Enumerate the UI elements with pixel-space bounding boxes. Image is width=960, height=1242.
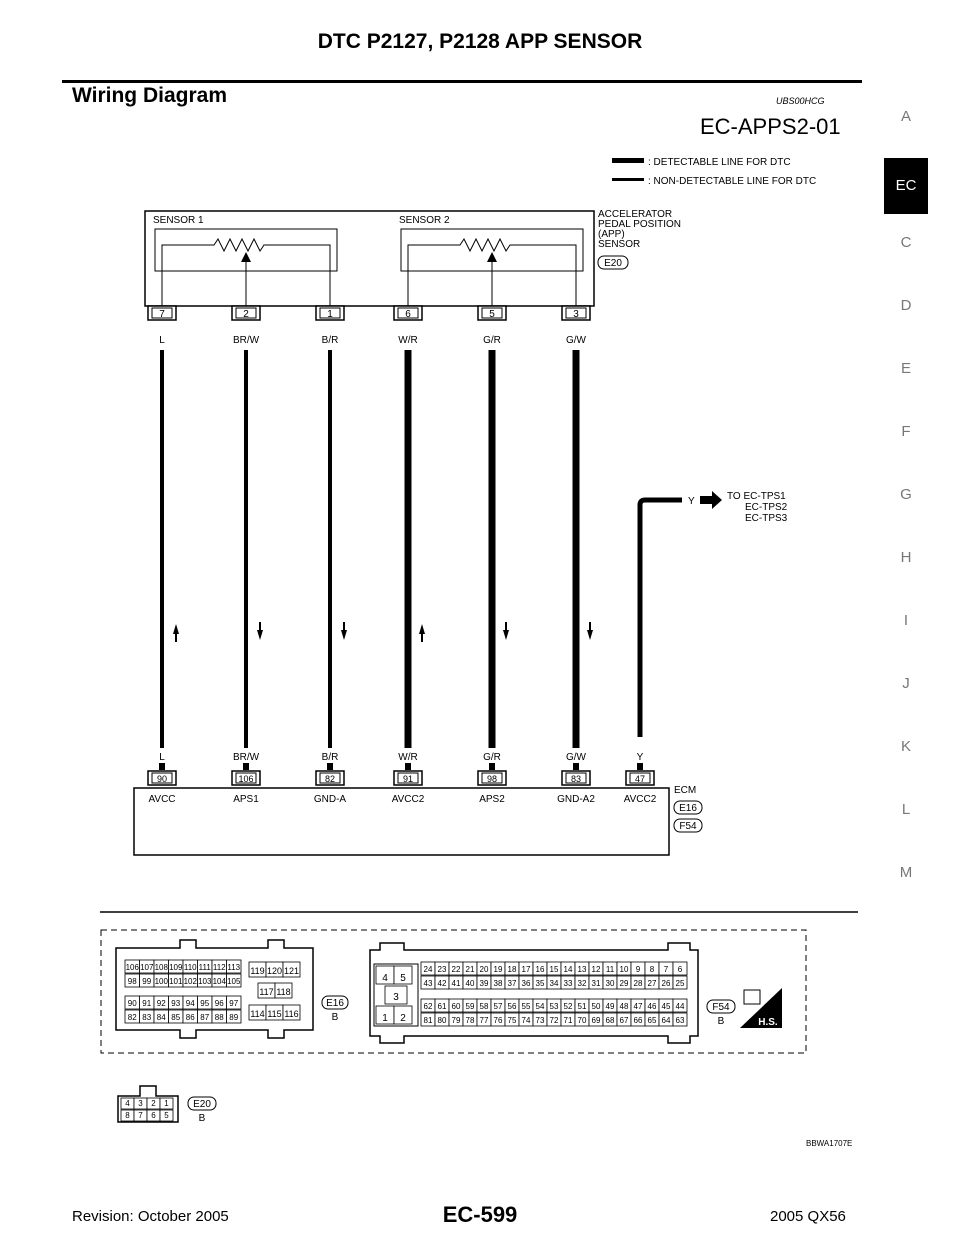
- f54-pin-cell-number: 57: [493, 1002, 503, 1011]
- f54-pin-cell-number: 23: [437, 965, 447, 974]
- e16-pin-cell-number: 96: [214, 999, 224, 1008]
- e16-pin-cell-number: 89: [229, 1013, 239, 1022]
- sensor2-label: SENSOR 2: [399, 215, 450, 226]
- sensor-wire-color: B/R: [321, 335, 339, 346]
- f54-pin-cell-number: 45: [661, 1002, 671, 1011]
- sensor-name-line: ACCELERATOR: [598, 209, 673, 220]
- ecm-pin-number: 83: [570, 774, 582, 784]
- ecm-wire-end: [243, 763, 249, 770]
- sensor-name-line: SENSOR: [598, 239, 641, 250]
- f54-pin-cell-number: 59: [465, 1002, 475, 1011]
- hs-connector-icon: [744, 990, 760, 1004]
- sensor-wire-color: BR/W: [232, 335, 260, 346]
- e20-pin-cell-number: 1: [164, 1099, 169, 1108]
- branch-arrow-icon: [700, 491, 722, 509]
- f54-pin-cell-number: 50: [591, 1002, 601, 1011]
- f54-pin-cell-number: 36: [521, 979, 531, 988]
- signal-arrow-up: [419, 624, 425, 642]
- f54-pin-cell-number: 4: [382, 973, 388, 984]
- sensor-pin-number: 2: [243, 309, 249, 320]
- e20-view-label: E20: [193, 1099, 211, 1110]
- e16-pin-cell-number: 91: [142, 999, 152, 1008]
- e16-pin-cell-number: 119: [250, 966, 265, 976]
- f54-pin-cell-number: 41: [451, 979, 461, 988]
- sensor-pin-5: [478, 306, 509, 737]
- e20-pin-cell-number: 3: [138, 1099, 143, 1108]
- f54-pin-cell-number: 44: [675, 1002, 685, 1011]
- f54-pin-cell-number: 81: [423, 1016, 433, 1025]
- f54-pin-cell-number: 10: [619, 965, 629, 974]
- branch-to-line: TO EC-TPS1: [727, 491, 786, 502]
- ecm-pin-90: [148, 752, 176, 805]
- f54-pin-cell-number: 37: [507, 979, 517, 988]
- ecm-wire-end: [159, 763, 165, 770]
- ecm-signal-name: AVCC2: [391, 794, 425, 805]
- ecm-wire-color: BR/W: [232, 752, 260, 763]
- f54-view-color: B: [717, 1016, 725, 1027]
- sensor1-wiper-arrow: [241, 252, 251, 262]
- section-tab-h[interactable]: H: [900, 549, 912, 566]
- sensor-pin-number: 7: [159, 309, 165, 320]
- legend-non-detectable-line: [612, 178, 644, 181]
- e16-pin-cell-number: 98: [127, 977, 137, 986]
- ecm-pin-number: 106: [238, 774, 254, 784]
- section-title: Wiring Diagram: [72, 84, 227, 107]
- e16-pin-cell-number: 115: [267, 1009, 282, 1019]
- sensor-pin-number: 6: [405, 309, 411, 320]
- f54-pin-cell-number: 15: [549, 965, 559, 974]
- diagram-id: EC-APPS2-01: [700, 114, 841, 139]
- f54-pin-cell-number: 29: [619, 979, 629, 988]
- f54-connector-outline: [370, 943, 698, 1043]
- ecm-wire-end: [573, 763, 579, 770]
- section-code: UBS00HCG: [776, 96, 825, 106]
- f54-pin-cell-number: 77: [479, 1016, 489, 1025]
- ecm-wire-color: B/R: [321, 752, 339, 763]
- f54-pin-cell-number: 26: [661, 979, 671, 988]
- f54-pin-cell-number: 5: [400, 973, 406, 984]
- f54-pin-cell-number: 53: [549, 1002, 559, 1011]
- e16-pin-cell-number: 93: [171, 999, 181, 1008]
- e16-pin-cell-number: 82: [127, 1013, 137, 1022]
- e16-pin-cell-number: 113: [227, 963, 241, 972]
- sensor-pin-number: 5: [489, 309, 495, 320]
- ecm-pin-number: 91: [402, 774, 414, 784]
- ecm-pin-82: [314, 752, 347, 805]
- section-tab-d[interactable]: D: [900, 297, 912, 314]
- signal-arrow-down: [257, 622, 263, 640]
- e20-pin-cell-number: 4: [125, 1099, 130, 1108]
- section-tab-i[interactable]: I: [903, 612, 909, 629]
- f54-pin-cell-number: 71: [563, 1016, 573, 1025]
- f54-pin-cell-number: 70: [577, 1016, 587, 1025]
- f54-pin-cell-number: 56: [507, 1002, 517, 1011]
- ecm-connector-f54: F54: [679, 821, 697, 832]
- sensor-name-line: (APP): [598, 229, 625, 240]
- e16-pin-cell-number: 87: [200, 1013, 210, 1022]
- sensor-pin-number: 3: [573, 309, 579, 320]
- ecm-wire-end: [489, 763, 495, 770]
- ecm-wire-color: L: [159, 752, 165, 763]
- e16-pin-cell-number: 109: [169, 963, 183, 972]
- f54-pin-cell-number: 43: [423, 979, 433, 988]
- e16-pin-cell-number: 85: [171, 1013, 181, 1022]
- ecm-signal-name: APS1: [233, 794, 259, 805]
- f54-pin-cell-number: 2: [400, 1013, 406, 1024]
- section-tab-j[interactable]: J: [902, 675, 910, 692]
- e16-pin-cell-number: 99: [142, 977, 152, 986]
- section-tab-f[interactable]: F: [901, 423, 911, 440]
- e16-pin-cell-number: 90: [127, 999, 137, 1008]
- f54-pin-cell-number: 47: [633, 1002, 643, 1011]
- f54-pin-cell-number: 40: [465, 979, 475, 988]
- e16-pin-cell-number: 92: [156, 999, 166, 1008]
- e16-pin-cell-number: 84: [156, 1013, 166, 1022]
- f54-pin-cell-number: 46: [647, 1002, 657, 1011]
- f54-pin-cell-number: 31: [591, 979, 601, 988]
- ecm-wire-end: [637, 763, 643, 770]
- f54-pin-cell-number: 69: [591, 1016, 601, 1025]
- f54-pin-cell-number: 60: [451, 1002, 461, 1011]
- f54-pin-cell-number: 74: [521, 1016, 531, 1025]
- ecm-connector-e16: E16: [679, 803, 697, 814]
- f54-pin-cell-number: 52: [563, 1002, 573, 1011]
- sensor-wire-color: G/W: [566, 335, 586, 346]
- sensor-pin-2: [232, 306, 263, 737]
- f54-pin-cell-number: 13: [577, 965, 587, 974]
- ecm-signal-name: APS2: [479, 794, 505, 805]
- f54-pin-cell-number: 79: [451, 1016, 461, 1025]
- f54-pin-cell-number: 27: [647, 979, 657, 988]
- e20-view-color: B: [198, 1113, 206, 1124]
- f54-pin-cell-number: 6: [677, 965, 683, 974]
- section-tab-e[interactable]: E: [900, 360, 911, 377]
- section-tab-a[interactable]: A: [900, 108, 911, 125]
- e16-pin-cell-number: 112: [212, 963, 226, 972]
- section-tab-g[interactable]: G: [900, 486, 912, 503]
- e16-view-color: B: [331, 1012, 339, 1023]
- signal-arrow-down: [587, 622, 593, 640]
- f54-pin-cell-number: 55: [521, 1002, 531, 1011]
- f54-pin-cell-number: 62: [423, 1002, 433, 1011]
- sensor2-wiper-arrow: [487, 252, 497, 262]
- f54-pin-cell-number: 28: [633, 979, 643, 988]
- sensor-pin-6: [394, 306, 425, 737]
- f54-pin-cell-number: 73: [535, 1016, 545, 1025]
- f54-pin-cell-number: 3: [393, 992, 399, 1003]
- f54-pin-cell-number: 51: [577, 1002, 587, 1011]
- e16-pin-cell-number: 88: [214, 1013, 224, 1022]
- f54-pin-cell-number: 78: [465, 1016, 475, 1025]
- f54-pin-cell-number: 1: [382, 1013, 388, 1024]
- f54-pin-cell-number: 38: [493, 979, 503, 988]
- sensor1-label: SENSOR 1: [153, 215, 204, 226]
- sensor-wire-color: G/R: [483, 335, 501, 346]
- f54-pin-cell-number: 61: [437, 1002, 447, 1011]
- signal-arrow-down: [341, 622, 347, 640]
- branch-to-line: EC-TPS2: [745, 502, 788, 513]
- e16-pin-cell-number: 111: [198, 963, 211, 972]
- ecm-pin-number: 82: [324, 774, 336, 784]
- f54-pin-cell-number: 22: [451, 965, 461, 974]
- e16-pin-cell-number: 86: [185, 1013, 195, 1022]
- f54-pin-cell-number: 12: [591, 965, 601, 974]
- f54-pin-cell-number: 30: [605, 979, 615, 988]
- f54-view-label: F54: [712, 1002, 730, 1013]
- e16-pin-cell-number: 116: [284, 1009, 299, 1019]
- f54-pin-cell-number: 21: [465, 965, 475, 974]
- f54-pin-cell-number: 34: [549, 979, 559, 988]
- e16-view-label: E16: [326, 998, 344, 1009]
- f54-pin-cell-number: 35: [535, 979, 545, 988]
- f54-pin-cell-number: 32: [577, 979, 587, 988]
- ecm-pin-83: [557, 752, 595, 805]
- e20-pin-cell-number: 6: [151, 1111, 156, 1120]
- ecm-wire-color: W/R: [398, 752, 418, 763]
- e16-pin-cell-number: 106: [125, 963, 139, 972]
- sensor-pin-number: 1: [327, 309, 333, 320]
- f54-pin-cell-number: 67: [619, 1016, 629, 1025]
- legend-non-detectable-text: : NON-DETECTABLE LINE FOR DTC: [648, 176, 817, 187]
- f54-pin-cell-number: 54: [535, 1002, 545, 1011]
- e16-pin-cell-number: 118: [276, 987, 291, 997]
- ecm-wire-end: [327, 763, 333, 770]
- wire-y-branch: [640, 500, 682, 737]
- f54-pin-cell-number: 16: [535, 965, 545, 974]
- ecm-wire-color: G/R: [483, 752, 501, 763]
- sensor-name-line: PEDAL POSITION: [598, 219, 681, 230]
- ecm-pin-91: [392, 752, 425, 805]
- f54-pin-cell-number: 42: [437, 979, 447, 988]
- f54-pin-cell-number: 63: [675, 1016, 685, 1025]
- sensor-pin-3: [562, 306, 593, 737]
- f54-pin-cell-number: 24: [423, 965, 433, 974]
- sensor-wire-color: L: [159, 335, 165, 346]
- f54-pin-cell-number: 18: [507, 965, 517, 974]
- f54-pin-cell-number: 72: [549, 1016, 559, 1025]
- e16-pin-cell-number: 83: [142, 1013, 152, 1022]
- e16-pin-cell-number: 105: [227, 977, 241, 986]
- ecm-wire-color: Y: [636, 752, 644, 763]
- e16-pin-cell-number: 101: [169, 977, 183, 986]
- e16-pin-cell-number: 120: [266, 966, 283, 976]
- sensor-pin-7: [148, 306, 179, 737]
- e16-pin-cell-number: 100: [154, 977, 168, 986]
- ecm-pin-number: 47: [634, 774, 646, 784]
- e16-pin-cell-number: 94: [185, 999, 195, 1008]
- e20-pin-cell-number: 2: [151, 1099, 156, 1108]
- f54-pin-cell-number: 68: [605, 1016, 615, 1025]
- e16-pin-cell-number: 97: [229, 999, 239, 1008]
- section-tab-c[interactable]: C: [900, 234, 912, 251]
- f54-pin-cell-number: 75: [507, 1016, 517, 1025]
- footer-revision: Revision: October 2005: [72, 1208, 229, 1225]
- image-code: BBWA1707E: [806, 1139, 853, 1148]
- e20-pin-cell-number: 5: [164, 1111, 169, 1120]
- ecm-pin-47: [624, 752, 657, 805]
- hs-label: H.S.: [758, 1017, 778, 1028]
- ecm-signal-name: GND-A: [313, 794, 347, 805]
- section-tab-ec[interactable]: EC: [884, 158, 928, 214]
- f54-pin-cell-number: 80: [437, 1016, 447, 1025]
- footer-page-number: EC-599: [442, 1202, 518, 1227]
- signal-arrow-down: [503, 622, 509, 640]
- f54-pin-cell-number: 76: [493, 1016, 503, 1025]
- branch-to-line: EC-TPS3: [745, 513, 788, 524]
- f54-pin-cell-number: 11: [605, 965, 615, 974]
- sensor-wire-color: W/R: [398, 335, 418, 346]
- f54-pin-cell-number: 48: [619, 1002, 629, 1011]
- ecm-signal-name: AVCC2: [623, 794, 657, 805]
- section-tab-k[interactable]: K: [900, 738, 911, 755]
- e20-pin-cell-number: 7: [138, 1111, 143, 1120]
- sensor-connector-label: E20: [604, 258, 622, 269]
- f54-pin-cell-number: 9: [635, 965, 641, 974]
- e20-pin-cell-number: 8: [125, 1111, 130, 1120]
- f54-pin-cell-number: 19: [493, 965, 503, 974]
- f54-pin-cell-number: 17: [521, 965, 531, 974]
- e16-pin-cell-number: 114: [250, 1009, 265, 1019]
- ecm-pin-106: [232, 752, 260, 805]
- section-tab-l[interactable]: L: [901, 801, 911, 818]
- ecm-name: ECM: [674, 785, 697, 796]
- f54-pin-cell-number: 8: [649, 965, 655, 974]
- e16-pin-cell-number: 117: [259, 987, 274, 997]
- f54-pin-cell-number: 66: [633, 1016, 643, 1025]
- f54-pin-cell-number: 25: [675, 979, 685, 988]
- ecm-pin-number: 90: [156, 774, 168, 784]
- legend-detectable-text: : DETECTABLE LINE FOR DTC: [648, 157, 791, 168]
- ecm-signal-name: AVCC: [148, 794, 176, 805]
- e16-pin-cell-number: 95: [200, 999, 210, 1008]
- signal-arrow-up: [173, 624, 179, 642]
- f54-pin-cell-number: 49: [605, 1002, 615, 1011]
- e16-pin-cell-number: 110: [183, 963, 197, 972]
- footer-model: 2005 QX56: [770, 1208, 846, 1225]
- ecm-wire-end: [405, 763, 411, 770]
- e16-pin-cell-number: 121: [283, 966, 300, 976]
- app-sensor-housing: [145, 211, 594, 306]
- f54-pin-cell-number: 33: [563, 979, 573, 988]
- f54-pin-cell-number: 65: [647, 1016, 657, 1025]
- ecm-pin-98: [478, 752, 506, 805]
- ecm-wire-color: G/W: [566, 752, 586, 763]
- e16-pin-cell-number: 108: [154, 963, 168, 972]
- legend-detectable-line: [612, 158, 644, 163]
- branch-wire-color: Y: [688, 496, 695, 507]
- f54-pin-cell-number: 20: [479, 965, 489, 974]
- f54-pin-cell-number: 39: [479, 979, 489, 988]
- e16-pin-cell-number: 103: [198, 977, 212, 986]
- sensor-pin-1: [316, 306, 347, 737]
- e16-pin-cell-number: 107: [140, 963, 154, 972]
- page-header-title: DTC P2127, P2128 APP SENSOR: [317, 30, 643, 53]
- ecm-pin-number: 98: [486, 774, 498, 784]
- f54-pin-cell-number: 7: [663, 965, 669, 974]
- f54-pin-cell-number: 14: [563, 965, 573, 974]
- e16-pin-cell-number: 102: [183, 977, 197, 986]
- section-tab-m[interactable]: M: [899, 864, 913, 881]
- f54-pin-cell-number: 58: [479, 1002, 489, 1011]
- e16-pin-cell-number: 104: [212, 977, 226, 986]
- ecm-signal-name: GND-A2: [557, 794, 595, 805]
- f54-pin-cell-number: 64: [661, 1016, 671, 1025]
